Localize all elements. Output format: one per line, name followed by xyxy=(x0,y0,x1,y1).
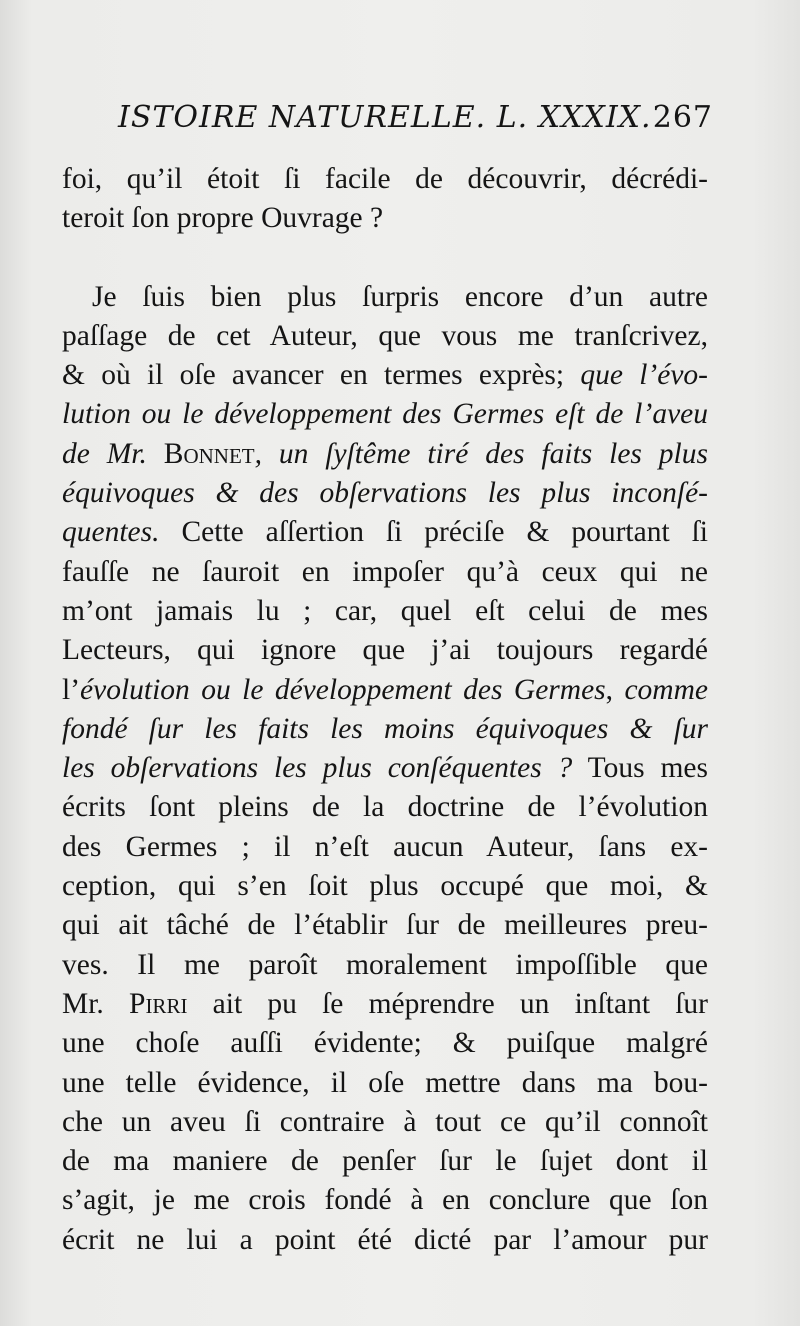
text-line xyxy=(62,671,708,710)
text-span: Bonnet xyxy=(163,437,255,470)
text-span: comme xyxy=(624,673,708,706)
text-span: que l’évo- xyxy=(580,359,708,392)
text-span: foi, qu’il étoit ſi facile de découvrir, décrédi- xyxy=(62,163,708,195)
text-line xyxy=(62,631,708,670)
text-span: teroit ſon propre Ouvrage ? xyxy=(62,202,384,235)
text-line xyxy=(62,160,708,199)
text-line xyxy=(62,867,708,906)
text-span: Pirri xyxy=(129,987,188,1020)
text-line xyxy=(62,395,708,434)
text-line xyxy=(62,1024,708,1063)
text-span: che un aveu ſi contraire à tout ce qu’il connoît xyxy=(62,1105,708,1138)
text-line xyxy=(62,749,708,788)
text-span: quentes. xyxy=(62,516,160,549)
text-line xyxy=(62,1142,708,1181)
text-line xyxy=(62,1181,708,1220)
text-span: Je ſuis bien plus ſurpris encore d’un autre xyxy=(92,280,708,313)
text-line xyxy=(62,828,708,867)
text-line xyxy=(62,985,708,1024)
text-line xyxy=(62,906,708,945)
text-line xyxy=(62,199,708,238)
text-span: évolution ou le développement des Germes xyxy=(80,673,606,706)
running-title: ISTOIRE NATURELLE. L. XXXIX. xyxy=(118,100,652,135)
page-number: 267 xyxy=(652,100,713,135)
text-span: ves. Il me paroît moralement impoſſible que xyxy=(62,948,708,981)
text-line xyxy=(62,317,708,356)
text-span: une choſe auſſi évidente; & puiſque malgré xyxy=(62,1027,708,1060)
text-line xyxy=(62,592,708,631)
text-line xyxy=(62,356,708,395)
body-text xyxy=(62,160,708,1260)
text-line xyxy=(62,946,708,985)
running-header xyxy=(118,100,713,135)
text-span: écrit ne lui a point été dicté par l’amour pur xyxy=(62,1223,708,1256)
text-span: paſſage de cet Auteur, que vous me tranſcrivez, xyxy=(62,319,708,352)
text-line xyxy=(62,435,708,474)
text-span: s’agit, je me crois fondé à en conclure que ſon xyxy=(62,1184,708,1217)
text-span: m’ont jamais lu ; car, quel eſt celui de mes xyxy=(62,594,708,627)
text-span: lution ou le développement des Germes eſt de l’aveu xyxy=(62,398,708,431)
text-span: les obſervations les plus conſéquentes ? xyxy=(62,752,573,785)
text-line xyxy=(62,1103,708,1142)
text-line xyxy=(62,788,708,827)
text-line xyxy=(62,278,708,317)
text-span: qui ait tâché de l’établir ſur de meilleures preu- xyxy=(62,909,708,942)
text-line xyxy=(62,710,708,749)
text-span: ception, qui s’en ſoit plus occupé que moi, & xyxy=(62,870,708,903)
text-line xyxy=(62,553,708,592)
text-span: fondé ſur les faits les moins équivoques & ſur xyxy=(62,712,708,745)
text-line xyxy=(62,474,708,513)
text-span: de ma maniere de penſer ſur le ſujet dont il xyxy=(62,1145,708,1178)
text-span: Mr. xyxy=(62,987,130,1020)
text-span: une telle évidence, il oſe mettre dans ma bou- xyxy=(62,1066,708,1099)
text-span: ait pu ſe méprendre un inſtant ſur xyxy=(187,987,708,1020)
text-span: l’ xyxy=(62,673,81,706)
text-span: fauſſe ne ſauroit en impoſer qu’à ceux qui ne xyxy=(62,555,708,588)
text-span: , un ſyſtême tiré des faits les plus xyxy=(254,437,708,470)
text-span: équivoques & des obſervations les plus inconſé- xyxy=(62,477,708,510)
text-span: Lecteurs, qui ignore que j’ai toujours regardé xyxy=(62,634,708,667)
text-line xyxy=(62,513,708,552)
text-line xyxy=(62,1221,708,1260)
text-span: , xyxy=(605,673,625,706)
text-line xyxy=(62,1064,708,1103)
text-span: des Germes ; il n’eſt aucun Auteur, ſans ex- xyxy=(62,830,708,863)
text-span: Tous mes xyxy=(572,752,708,785)
text-span: & où il oſe avancer en termes exprès; xyxy=(62,359,581,392)
text-span: écrits ſont pleins de la doctrine de l’évolution xyxy=(62,791,708,824)
text-span: Cette aſſertion ſi préciſe & pourtant ſi xyxy=(159,516,708,549)
text-span: de Mr. xyxy=(62,437,164,470)
